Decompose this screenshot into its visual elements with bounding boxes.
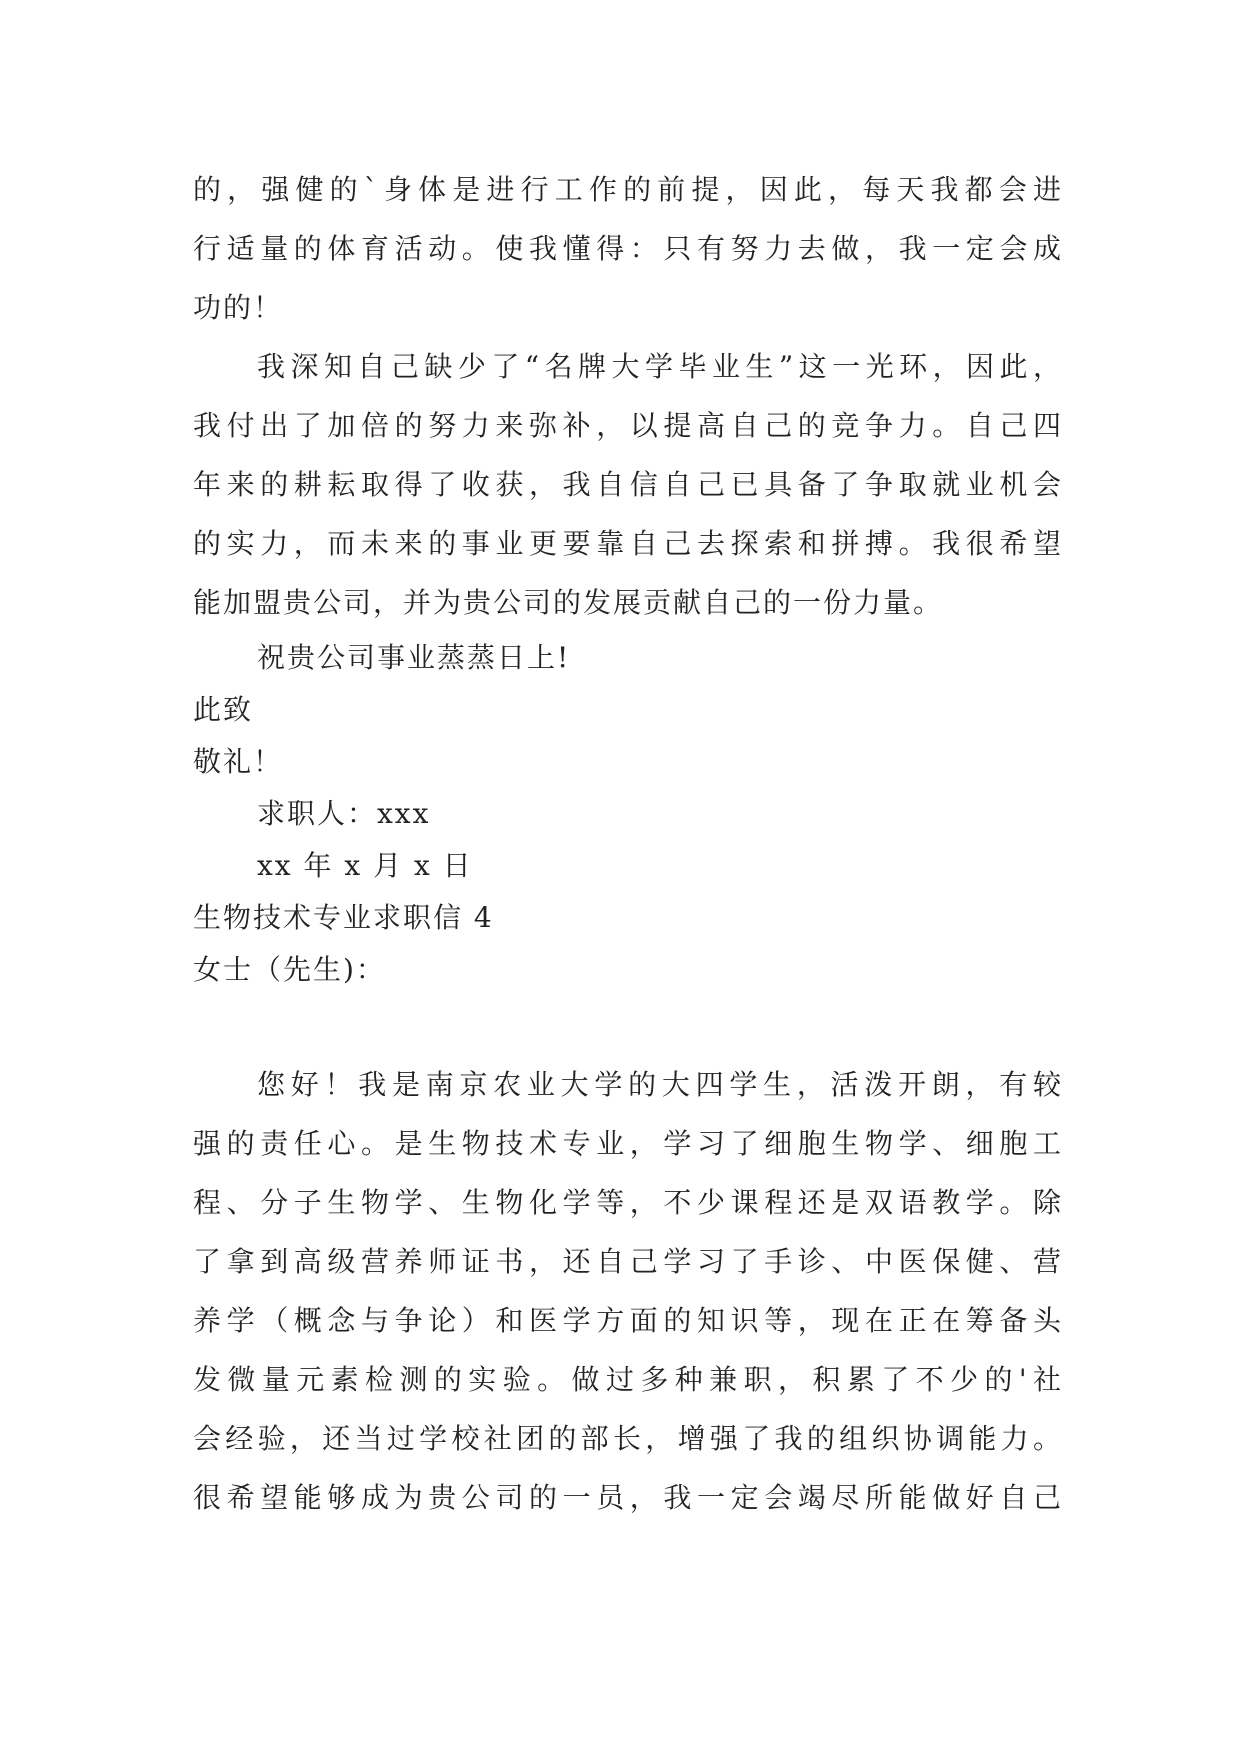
text-line: 很希望能够成为贵公司的一员，我一定会竭尽所能做好自己 xyxy=(193,1481,1063,1514)
text-line: 的，强健的`身体是进行工作的前提，因此，每天我都会进 xyxy=(193,173,1063,206)
text-line: 您好！我是南京农业大学的大四学生，活泼开朗，有较 xyxy=(257,1068,1063,1101)
closing-line-1: 此致 xyxy=(193,693,254,726)
closing-line-2: 敬礼！ xyxy=(193,745,284,778)
document-body xyxy=(193,160,1063,1527)
text-line: 我深知自己缺少了“名牌大学毕业生”这一光环，因此， xyxy=(257,350,1063,383)
blank-spacer xyxy=(193,996,1063,1055)
text-line: 养学（概念与争论）和医学方面的知识等，现在正在筹备头 xyxy=(193,1304,1063,1337)
text-line: 行适量的体育活动。使我懂得：只有努力去做，我一定会成 xyxy=(193,232,1063,265)
wish-line: 祝贵公司事业蒸蒸日上! xyxy=(257,641,571,674)
text-line: 功的！ xyxy=(193,291,284,324)
text-line: 的实力，而未来的事业更要靠自己去探索和拼搏。我很希望 xyxy=(193,527,1063,560)
text-line: 能加盟贵公司，并为贵公司的发展贡献自己的一份力量。 xyxy=(193,586,944,619)
text-line: 强的责任心。是生物技术专业，学习了细胞生物学、细胞工 xyxy=(193,1127,1063,1160)
text-line: 了拿到高级营养师证书，还自己学习了手诊、中医保健、营 xyxy=(193,1245,1063,1278)
salutation-line: 女士（先生)： xyxy=(193,953,386,986)
text-line: 会经验，还当过学校社团的部长，增强了我的组织协调能力。 xyxy=(193,1422,1063,1455)
text-line: 年来的耕耘取得了收获，我自信自己已具备了争取就业机会 xyxy=(193,468,1063,501)
paragraph-1 xyxy=(193,160,1063,337)
date-line: xx 年 x 月 x 日 xyxy=(257,849,473,882)
section-title: 生物技术专业求职信 4 xyxy=(193,901,494,934)
text-line: 我付出了加倍的努力来弥补，以提高自己的竞争力。自己四 xyxy=(193,409,1063,442)
signature-line: 求职人：xxx xyxy=(257,797,431,830)
paragraph-3 xyxy=(193,1055,1063,1527)
text-line: 发微量元素检测的实验。做过多种兼职，积累了不少的'社 xyxy=(193,1363,1063,1396)
paragraph-2 xyxy=(193,337,1063,632)
text-line: 程、分子生物学、生物化学等，不少课程还是双语教学。除 xyxy=(193,1186,1063,1219)
